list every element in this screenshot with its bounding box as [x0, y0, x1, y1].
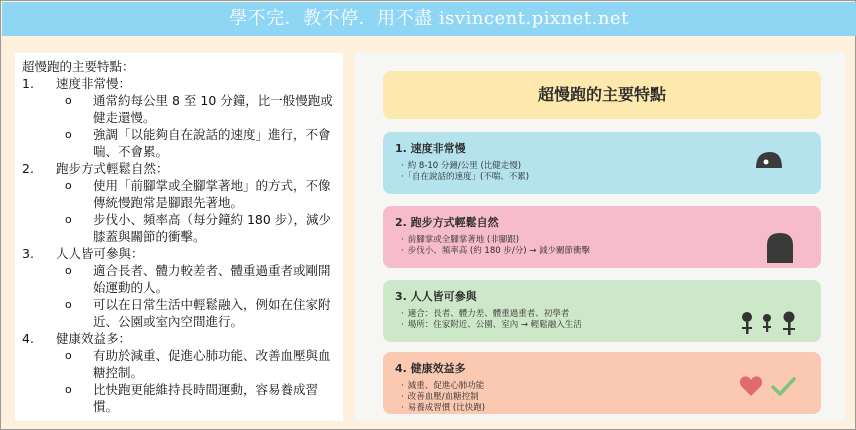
foot-icon: [765, 231, 795, 263]
bullet-icon: o: [65, 349, 72, 362]
section-title: 健康效益多：: [56, 331, 132, 346]
list-item: [22, 126, 337, 160]
infographic-title: 超慢跑的主要特點: [383, 71, 821, 119]
card-line: · 適合：長者、體力差、體重過重者、初學者: [401, 309, 570, 319]
list-item: [22, 211, 337, 245]
section-title: 跑步方式輕鬆自然：: [56, 161, 169, 176]
slow-runner-icon: [753, 148, 785, 172]
card-line: · 約 8-10 分鐘/公里 (比健走慢): [401, 161, 522, 171]
bullet-icon: o: [65, 383, 72, 396]
card-line: · 場所：住家附近、公園、室內 → 輕鬆融入生活: [401, 320, 582, 330]
bullet-text: 有助於減重、促進心肺功能、改善血壓與血糖控制。: [93, 348, 331, 380]
section-4: [22, 330, 337, 347]
bullet-text: 比快跑更能維持長時間運動，容易養成習慣。: [93, 382, 319, 414]
people-icon: [737, 310, 803, 338]
site-banner: 學不完．教不停．用不盡 isvincent.pixnet.net: [2, 2, 856, 36]
bullet-icon: o: [65, 213, 72, 226]
list-item: [22, 262, 337, 296]
card-line: · 改善血壓/血糖控制: [401, 392, 479, 402]
bullet-icon: o: [65, 94, 72, 107]
feature-card-everyone: [383, 280, 821, 342]
list-item: [22, 347, 337, 381]
bullet-icon: o: [65, 179, 72, 192]
section-number: 4.: [22, 331, 34, 346]
text-panel: [15, 53, 343, 421]
card-line: · 「自在說話的速度」(不喘、不累): [401, 172, 530, 182]
section-1: [22, 75, 337, 92]
section-number: 1.: [22, 76, 34, 91]
list-item: [22, 92, 337, 126]
section-number: 2.: [22, 161, 34, 176]
bullet-text: 適合長者、體力較差者、體重過重者或剛開始運動的人。: [93, 263, 331, 295]
list-item: [22, 177, 337, 211]
list-item: [22, 296, 337, 330]
bullet-text: 步伐小、頻率高（每分鐘約 180 步），減少膝蓋與關節的衝擊。: [93, 212, 332, 244]
bullet-icon: o: [65, 264, 72, 277]
section-number: 3.: [22, 246, 34, 261]
card-line: · 易養成習慣 (比快跑): [401, 403, 486, 413]
section-title: 速度非常慢：: [56, 76, 132, 91]
feature-card-health: [383, 352, 821, 414]
bullet-icon: o: [65, 298, 72, 311]
card-line: · 減重、促進心肺功能: [401, 381, 485, 391]
card-line: · 前腳掌或全腳掌著地 (非腳跟): [401, 235, 520, 245]
card-title: 1. 速度非常慢: [395, 142, 466, 155]
bullet-text: 使用「前腳掌或全腳掌著地」的方式，不像傳統慢跑常是腳跟先著地。: [93, 178, 331, 210]
section-3: [22, 245, 337, 262]
infographic-panel: [355, 53, 845, 421]
card-title: 4. 健康效益多: [395, 362, 466, 375]
bullet-icon: o: [65, 128, 72, 141]
feature-card-stride: [383, 206, 821, 268]
feature-card-speed: [383, 132, 821, 194]
card-title: 2. 跑步方式輕鬆自然: [395, 216, 499, 229]
section-2: [22, 160, 337, 177]
list-item: [22, 381, 337, 415]
bullet-text: 強調「以能夠自在說話的速度」進行，不會喘、不會累。: [93, 127, 331, 159]
card-line: · 步伐小、頻率高 (約 180 步/分) → 減少關節衝擊: [401, 246, 591, 256]
card-title: 3. 人人皆可參與: [395, 290, 477, 303]
section-title: 人人皆可參與：: [56, 246, 144, 261]
bullet-text: 可以在日常生活中輕鬆融入，例如在住家附近、公園或室內空間進行。: [93, 297, 331, 329]
heart-check-icon: [739, 374, 797, 400]
text-heading: 超慢跑的主要特點：: [22, 59, 135, 74]
bullet-text: 通常約每公里 8 至 10 分鐘，比一般慢跑或健走還慢。: [93, 93, 333, 125]
